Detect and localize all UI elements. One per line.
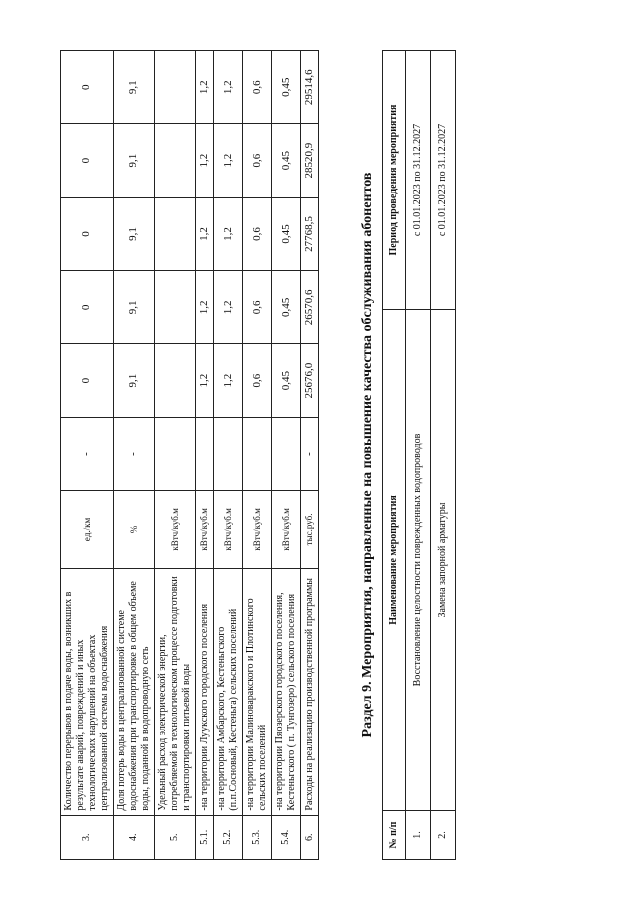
indicator-unit: ед./км xyxy=(61,491,114,568)
indicator-value: 9,1 xyxy=(114,51,155,124)
measure-name: Замена запорной арматуры xyxy=(431,310,456,811)
measures-row xyxy=(406,51,431,860)
indicator-value xyxy=(243,417,272,490)
indicator-name: Расходы на реализацию производственной программы xyxy=(301,568,319,815)
measures-header-row xyxy=(383,51,406,860)
indicator-value: - xyxy=(301,417,319,490)
indicator-value xyxy=(155,51,196,124)
indicator-unit: % xyxy=(114,491,155,568)
indicator-value: 1,2 xyxy=(214,344,243,417)
indicator-value: 9,1 xyxy=(114,344,155,417)
indicator-name: -на территории Малиноваракского и Плотинского сельских поселений xyxy=(243,568,272,815)
indicator-row xyxy=(272,51,301,860)
indicator-value: 9,1 xyxy=(114,197,155,270)
indicator-value: 1,2 xyxy=(214,197,243,270)
indicator-value: 29514,6 xyxy=(301,51,319,124)
measure-period: с 01.01.2023 по 31.12.2027 xyxy=(431,51,456,310)
indicator-value: - xyxy=(114,417,155,490)
indicator-value xyxy=(214,417,243,490)
section-9-title: Раздел 9. Мероприятия, направленные на повышение качества обслуживания абонентов xyxy=(360,172,375,738)
indicator-value xyxy=(155,197,196,270)
indicator-value: 0 xyxy=(61,344,114,417)
indicator-value: 0 xyxy=(61,124,114,197)
indicator-value: 0,45 xyxy=(272,124,301,197)
indicator-value: 0,6 xyxy=(243,197,272,270)
measure-period: с 01.01.2023 по 31.12.2027 xyxy=(406,51,431,310)
indicator-value: 0,45 xyxy=(272,344,301,417)
indicator-num: 6. xyxy=(301,815,319,859)
indicator-row xyxy=(196,51,214,860)
indicator-value: 0,6 xyxy=(243,271,272,344)
indicator-name: Удельный расход электрической энергии, потребляемой в технологическом процессе подготовки и транспортировки питьевой воды xyxy=(155,568,196,815)
indicator-value: 1,2 xyxy=(214,271,243,344)
indicator-name: -на территории Луукского городского поселения xyxy=(196,568,214,815)
indicator-num: 5.2. xyxy=(214,815,243,859)
indicator-value: 1,2 xyxy=(196,271,214,344)
indicator-unit: тыс.руб. xyxy=(301,491,319,568)
measure-name: Восстановление целостности поврежденных водопроводов xyxy=(406,310,431,811)
header-name: Наименование мероприятия xyxy=(383,310,406,811)
indicator-value: 1,2 xyxy=(196,51,214,124)
indicator-value xyxy=(272,417,301,490)
indicator-value: 1,2 xyxy=(214,51,243,124)
indicator-num: 4. xyxy=(114,815,155,859)
measure-num: 2. xyxy=(431,811,456,860)
indicator-unit: кВтч/куб.м xyxy=(196,491,214,568)
indicator-value xyxy=(155,271,196,344)
indicator-row xyxy=(61,51,114,860)
indicator-num: 5.1. xyxy=(196,815,214,859)
indicator-unit: кВтч/куб.м xyxy=(272,491,301,568)
indicator-num: 3. xyxy=(61,815,114,859)
measures-row xyxy=(431,51,456,860)
indicator-value: 1,2 xyxy=(196,344,214,417)
indicator-value: 0,45 xyxy=(272,271,301,344)
indicator-value: 27768,5 xyxy=(301,197,319,270)
indicator-unit: кВтч/куб.м xyxy=(155,491,196,568)
indicator-value: 1,2 xyxy=(196,197,214,270)
indicator-name: Количество перерывов в подаче воды, возникших в результате аварий, повреждений и иных технологических нарушений на объектах централизованной системы водоснабжения xyxy=(61,568,114,815)
indicator-value: 9,1 xyxy=(114,124,155,197)
indicator-row xyxy=(301,51,319,860)
indicator-value xyxy=(155,124,196,197)
rotated-page xyxy=(60,50,600,860)
header-num: № п/п xyxy=(383,811,406,860)
indicator-value: 0 xyxy=(61,51,114,124)
indicator-value: 26570,6 xyxy=(301,271,319,344)
indicator-row xyxy=(243,51,272,860)
indicator-row xyxy=(114,51,155,860)
indicator-name: -на территории Амбарского, Кестеньгского (п.п.Сосновый, Кестеньга) сельских поселений xyxy=(214,568,243,815)
indicator-row xyxy=(214,51,243,860)
indicator-unit: кВтч/куб.м xyxy=(214,491,243,568)
indicator-value: - xyxy=(61,417,114,490)
indicator-value xyxy=(155,344,196,417)
measure-num: 1. xyxy=(406,811,431,860)
indicator-value xyxy=(196,417,214,490)
indicator-num: 5.4. xyxy=(272,815,301,859)
measures-table xyxy=(382,50,456,860)
indicator-row xyxy=(155,51,196,860)
indicator-value: 0,45 xyxy=(272,51,301,124)
indicator-value: 1,2 xyxy=(214,124,243,197)
indicator-value: 0 xyxy=(61,197,114,270)
indicator-name: -на территории Пяозерского городского поселения, Кестеньгского ( п. Тунгозеро) сельского поселения xyxy=(272,568,301,815)
indicator-value xyxy=(155,417,196,490)
indicator-num: 5. xyxy=(155,815,196,859)
header-period: Период проведения мероприятия xyxy=(383,51,406,310)
indicator-value: 0,6 xyxy=(243,51,272,124)
indicator-value: 0,6 xyxy=(243,344,272,417)
indicator-value: 9,1 xyxy=(114,271,155,344)
indicator-value: 25676,0 xyxy=(301,344,319,417)
indicator-value: 0,45 xyxy=(272,197,301,270)
indicator-value: 0,6 xyxy=(243,124,272,197)
indicator-value: 0 xyxy=(61,271,114,344)
indicator-value: 28520,9 xyxy=(301,124,319,197)
indicator-name: Доля потерь воды в централизованной системе водоснабжения при транспортировке в общем объеме воды, поданной в водопроводную сеть xyxy=(114,568,155,815)
indicator-num: 5.3. xyxy=(243,815,272,859)
indicators-table xyxy=(60,50,319,860)
indicator-value: 1,2 xyxy=(196,124,214,197)
indicator-unit: кВтч/куб.м xyxy=(243,491,272,568)
indicators-table-body xyxy=(61,51,319,860)
